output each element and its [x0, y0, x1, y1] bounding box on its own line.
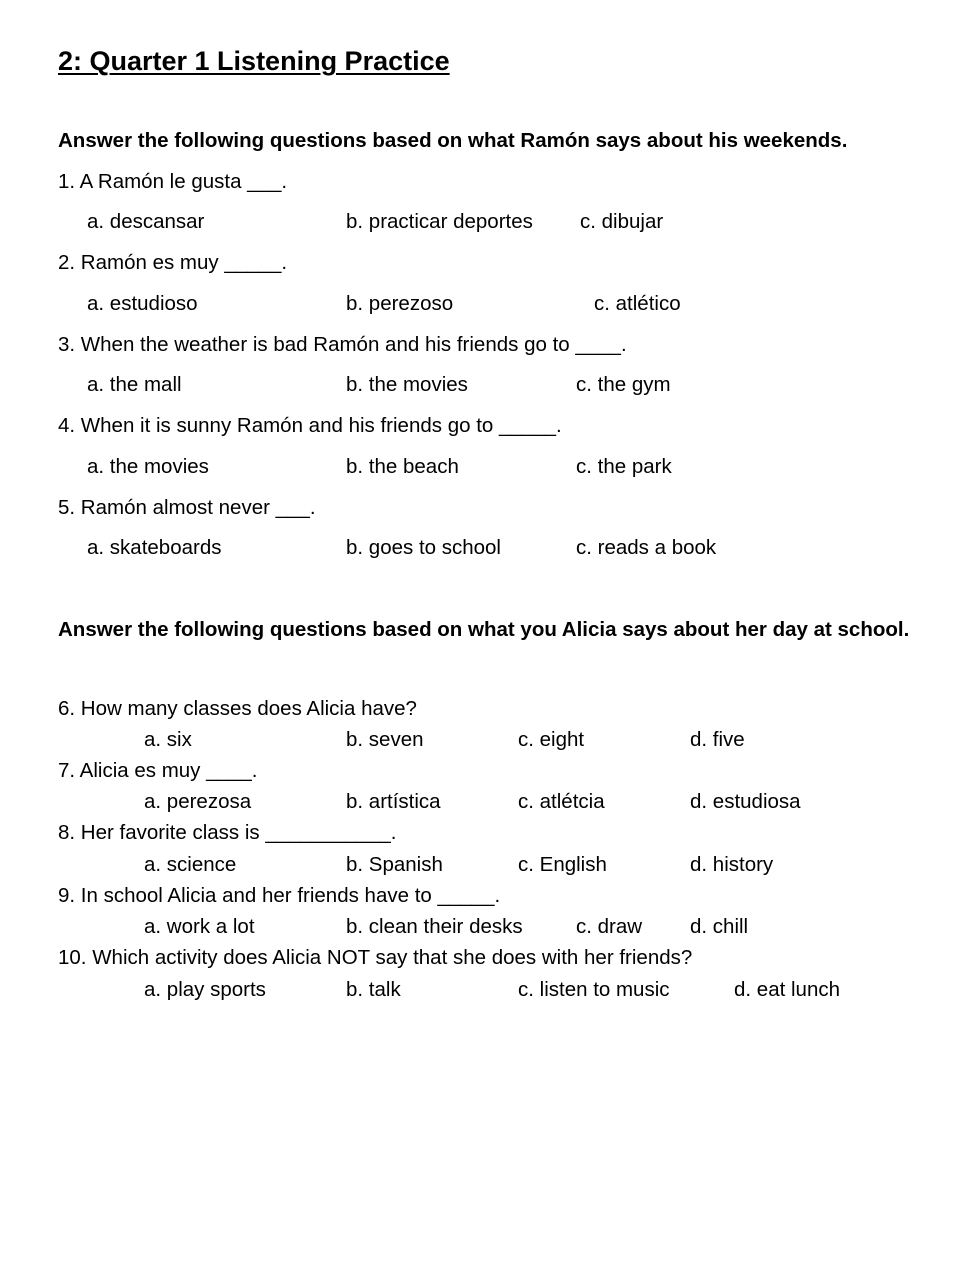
q2-option-b: b. perezoso — [346, 292, 454, 315]
question-8: 8. Her favorite class is ___________. — [58, 821, 397, 844]
q9-option-d: d. chill — [690, 915, 749, 938]
q3-option-c: c. the gym — [576, 373, 671, 396]
q10-option-b: b. talk — [346, 978, 401, 1001]
q4-option-c: c. the park — [576, 455, 672, 478]
q1-option-c: c. dibujar — [580, 210, 664, 233]
question-10: 10. Which activity does Alicia NOT say that she does with her friends? — [58, 946, 693, 969]
page-title: 2: Quarter 1 Listening Practice — [58, 46, 450, 76]
q8-option-c: c. English — [518, 853, 607, 876]
q8-option-a: a. science — [144, 853, 237, 876]
question-6: 6. How many classes does Alicia have? — [58, 697, 417, 720]
q3-option-b: b. the movies — [346, 373, 468, 396]
section1-instructions: Answer the following questions based on what Ramón says about his weekends. — [58, 129, 848, 152]
q1-option-b: b. practicar deportes — [346, 210, 533, 233]
q5-option-a: a. skateboards — [87, 536, 222, 559]
q10-option-d: d. eat lunch — [734, 978, 840, 1001]
q10-option-a: a. play sports — [144, 978, 266, 1001]
question-4: 4. When it is sunny Ramón and his friends go to _____. — [58, 414, 562, 437]
q8-option-b: b. Spanish — [346, 853, 443, 876]
q6-option-d: d. five — [690, 728, 745, 751]
q8-option-d: d. history — [690, 853, 774, 876]
q10-option-c: c. listen to music — [518, 978, 670, 1001]
question-2: 2. Ramón es muy _____. — [58, 251, 288, 274]
q1-option-a: a. descansar — [87, 210, 205, 233]
section2-instructions: Answer the following questions based on what you Alicia says about her day at school. — [58, 618, 910, 641]
question-3: 3. When the weather is bad Ramón and his friends go to ____. — [58, 333, 627, 356]
q4-option-b: b. the beach — [346, 455, 459, 478]
q7-option-b: b. artística — [346, 790, 441, 813]
q6-option-b: b. seven — [346, 728, 424, 751]
question-9: 9. In school Alicia and her friends have to _____. — [58, 884, 501, 907]
q9-option-b: b. clean their desks — [346, 915, 523, 938]
q5-option-b: b. goes to school — [346, 536, 501, 559]
q7-option-a: a. perezosa — [144, 790, 252, 813]
q2-option-a: a. estudioso — [87, 292, 198, 315]
q6-option-c: c. eight — [518, 728, 585, 751]
question-1: 1. A Ramón le gusta ___. — [58, 170, 288, 193]
q4-option-a: a. the movies — [87, 455, 209, 478]
q7-option-c: c. atlétcia — [518, 790, 605, 813]
q7-option-d: d. estudiosa — [690, 790, 801, 813]
q2-option-c: c. atlético — [594, 292, 681, 315]
question-5: 5. Ramón almost never ___. — [58, 496, 316, 519]
q9-option-c: c. draw — [576, 915, 643, 938]
q3-option-a: a. the mall — [87, 373, 182, 396]
q9-option-a: a. work a lot — [144, 915, 255, 938]
q6-option-a: a. six — [144, 728, 192, 751]
question-7: 7. Alicia es muy ____. — [58, 759, 258, 782]
q5-option-c: c. reads a book — [576, 536, 717, 559]
